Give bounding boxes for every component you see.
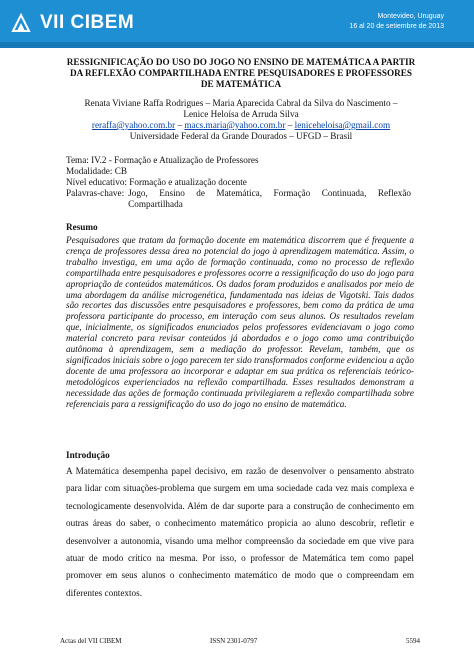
- email-separator-1: –: [177, 120, 183, 130]
- paper-metadata: [66, 155, 411, 210]
- introduction-heading: Introdução: [66, 450, 110, 460]
- meta-keywords: [66, 188, 411, 210]
- footer-page-number: 5594: [406, 637, 420, 645]
- logo-text: VII CIBEM: [40, 12, 135, 33]
- affiliation: Universidade Federal da Grande Dourados – UFGD – Brasil: [129, 131, 353, 141]
- header-banner: [0, 0, 474, 48]
- paper-title: RESSIGNIFICAÇÃO DO USO DO JOGO NO ENSINO DE MATEMÁTICA A PARTIR DA REFLEXÃO COMPARTILHADA ENTRE PESQUISADORES E PROFESSORES DE MATEMÁTICA: [66, 57, 416, 89]
- authors-line-1: Renata Viviane Raffa Rodrigues – Maria Aparecida Cabral da Silva do Nascimento –: [84, 98, 398, 108]
- footer-issn: ISSN 2301-0797: [210, 637, 258, 645]
- email-link-3[interactable]: leniceheloisa@gmail.com: [294, 120, 391, 130]
- keywords-label: Palavras-chave:: [66, 188, 125, 198]
- meta-level: Nível educativo: Formação e atualização docente: [66, 177, 247, 187]
- cibem-logo-icon: [10, 12, 32, 34]
- event-dates: 16 al 20 de setiembre de 2013: [349, 23, 444, 30]
- event-info: [349, 12, 444, 32]
- email-link-1[interactable]: reraffa@yahoo.com.br: [91, 120, 176, 130]
- introduction-text: A Matemática desempenha papel decisivo, em razão de desenvolver o pensamento abstrato para lidar com situações-problema que surgem em uma sociedade cada vez mais complexa e tecnologicamente desenvolvida. Além de dar suporte para a construção de conhecimento em outras áreas do saber, o conhecimento matemático propicia ao aluno descobrir, refletir e desenvolver a autonomia, visando uma melhor compreensão da sociedade em que vive para atuar de modo crítico na mesma. Por isso, o professor de Matemática tem como papel promover em seus alunos o conhecimento matemático de modo que o compreendam em diferentes contextos.: [66, 466, 414, 598]
- event-logo: [10, 8, 134, 38]
- abstract-heading: Resumo: [66, 222, 98, 232]
- authors-block: [66, 98, 416, 142]
- event-location: Montevideo, Uruguay: [377, 13, 444, 20]
- keywords-value: Jogo, Ensino de Matemática, Formação Continuada, Reflexão Compartilhada: [128, 188, 411, 209]
- meta-theme: Tema: IV.2 - Formação e Atualização de Professores: [66, 155, 259, 165]
- author-emails: [66, 120, 416, 131]
- banner-stripe: [0, 42, 474, 48]
- abstract-text: Pesquisadores que tratam da formação docente em matemática discorrem que é frequente a crença de professores dessa área no potencial do jogo à aprendizagem matemática. Assim, o trabalho investiga, em uma ação de formação continuada, como no processo de reflexão compartilhada entre pesquisadores e professores ocorre a ressignificação do uso do jogo para apropriação de conteúdos matemáticos. Os dados foram produzidos e analisados por meio de uma abordagem da análise microgenética, fundamentada nas ideias de Vigotski. Tais dados são recortes das discussões entre pesquisadores e professores, bem como da prática de uma professora participante do processo, em interação com seus alunos. Os resultados revelam que, inicialmente, os significados enunciados pelos professores evidenciavam o jogo como material concreto para revisar conteúdos já abordados e o jogo como uma contribuição autônoma à aprendizagem, sem a mediação do professor. Revelam, também, que os significados iniciais sobre o jogo parecem ter sido transformados conforme evidenciou a ação docente de uma professora ao incorporar e adaptar em sua prática os referenciais teórico-metodológicos experienciados na reflexão compartilhada. Esses resultados demonstram a necessidade das ações de formação continuada privilegiarem a reflexão compartilhada sobre referenciais para a ressignificação do uso do jogo no ensino de matemática.: [66, 235, 414, 409]
- footer-proceedings: Actas del VII CIBEM: [60, 637, 122, 645]
- email-link-2[interactable]: macs.maria@yahoo.com.br: [184, 120, 286, 130]
- meta-modality: Modalidade: CB: [66, 166, 127, 176]
- authors-line-2: Lenice Heloísa de Arruda Silva: [183, 109, 299, 119]
- email-separator-2: –: [287, 120, 293, 130]
